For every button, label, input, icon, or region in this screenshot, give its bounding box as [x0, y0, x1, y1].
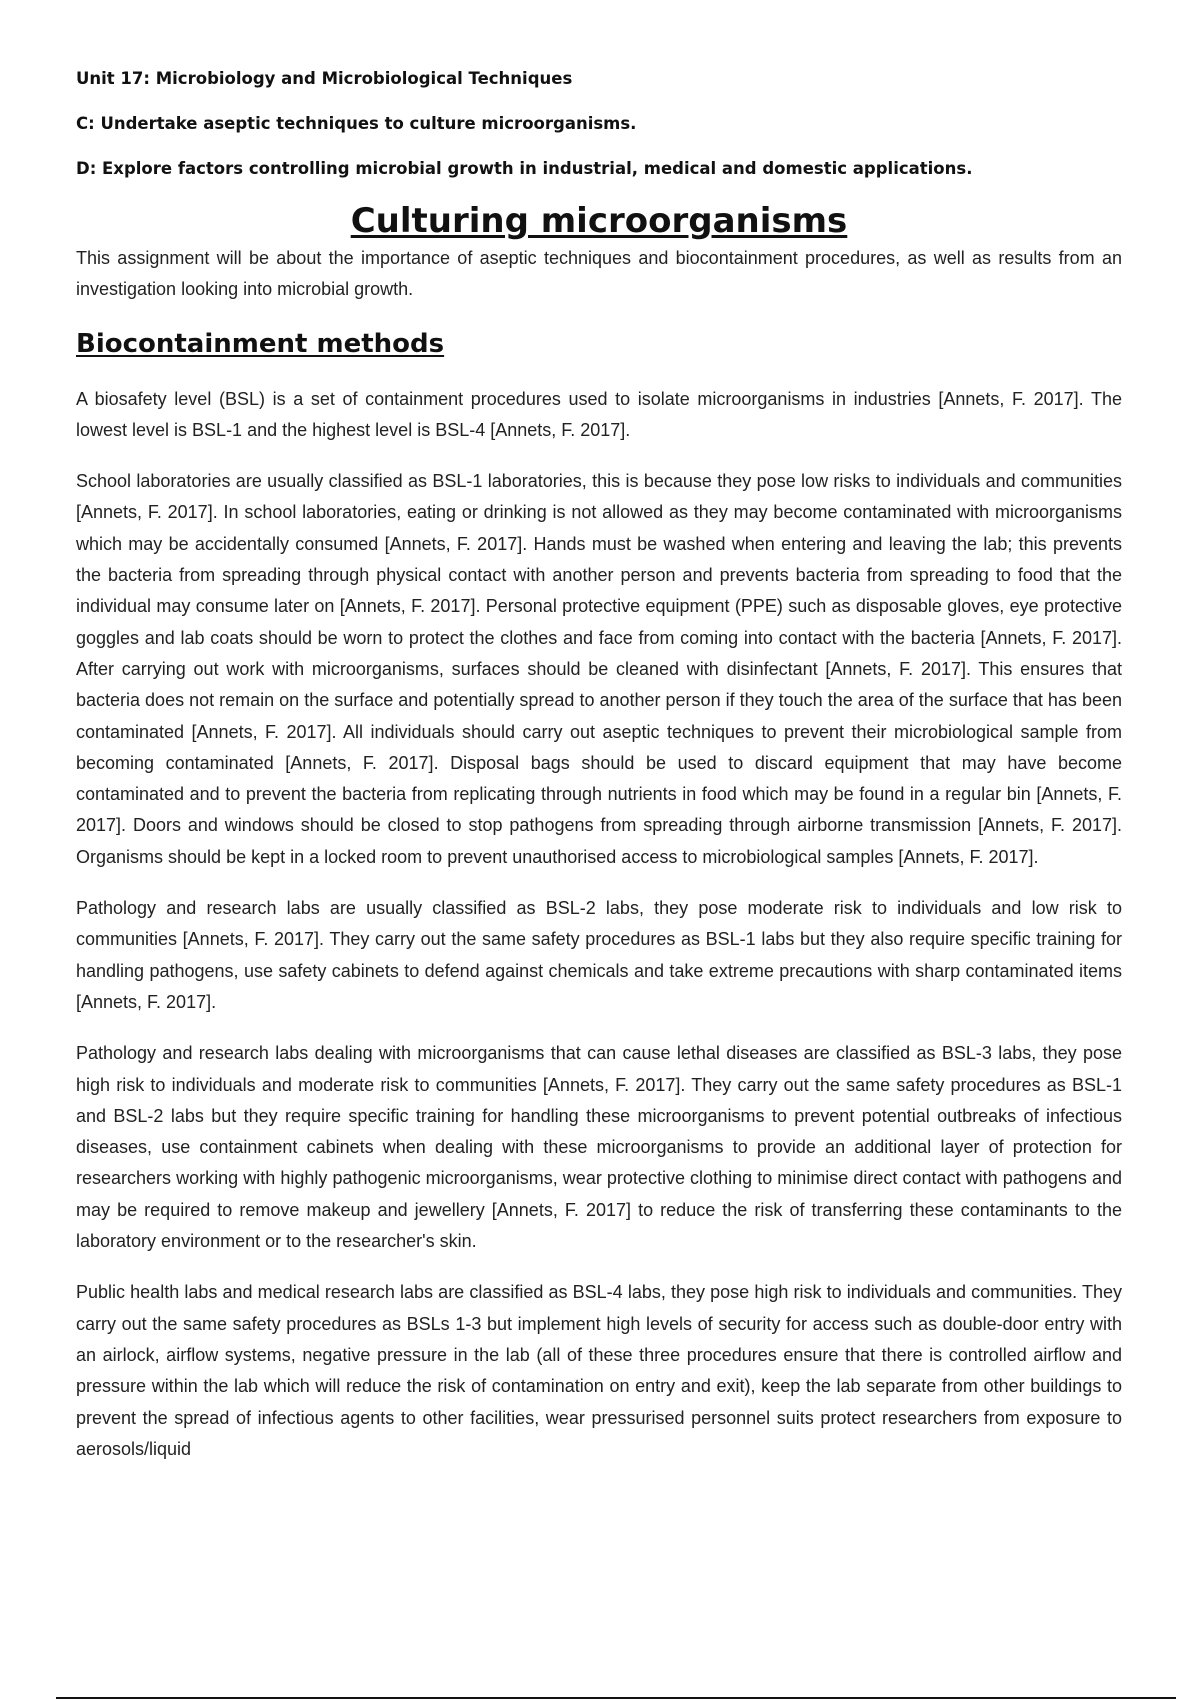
document-content: [76, 68, 1122, 1485]
paragraph-bsl-4: Public health labs and medical research labs are classified as BSL-4 labs, they pose high risk to individuals and communities. They carry out the same safety procedures as BSLs 1-3 but implement high levels of security for access such as double-door entry with an airlock, airflow systems, negative pressure in the lab (all of these three procedures ensure that there is controlled airflow and pressure within the lab which will reduce the risk of contamination on entry and exit), keep the lab separate from other buildings to prevent the spread of infectious agents to other facilities, wear pressurised personnel suits protect researchers from exposure to aerosols/liquid: [76, 1282, 1122, 1459]
paragraph-bsl-3: Pathology and research labs dealing with microorganisms that can cause lethal diseases are classified as BSL-3 labs, they pose high risk to individuals and moderate risk to communities [Annets, F. 2017]. They carry out the same safety procedures as BSL-1 and BSL-2 labs but they require specific training for handling these microorganisms to prevent potential outbreaks of infectious diseases, use containment cabinets when dealing with these microorganisms to provide an additional layer of protection for researchers working with highly pathogenic microorganisms, wear protective clothing to minimise direct contact with pathogens and may be required to remove makeup and jewellery [Annets, F. 2017] to reduce the risk of transferring these contaminants to the laboratory environment or to the researcher's skin.: [76, 1043, 1122, 1252]
criterion-c: C: Undertake aseptic techniques to culture microorganisms.: [76, 114, 637, 133]
intro-paragraph: This assignment will be about the importance of aseptic techniques and biocontainment procedures, as well as results from an investigation looking into microbial growth.: [76, 248, 1122, 300]
footer-divider: [56, 1697, 1176, 1699]
paragraph-bsl-overview: A biosafety level (BSL) is a set of containment procedures used to isolate microorganisms in industries [Annets, F. 2017]. The lowest level is BSL-1 and the highest level is BSL-4 [Annets, F. 2017].: [76, 388, 1122, 440]
unit-heading: Unit 17: Microbiology and Microbiological Techniques: [76, 69, 573, 88]
criterion-d: D: Explore factors controlling microbial growth in industrial, medical and domestic applications.: [76, 159, 973, 178]
paragraph-bsl-2: Pathology and research labs are usually classified as BSL-2 labs, they pose moderate risk to individuals and low risk to communities [Annets, F. 2017]. They carry out the same safety procedures as BSL-1 labs but they also require specific training for handling pathogens, use safety cabinets to defend against chemicals and take extreme precautions with sharp contaminated items [Annets, F. 2017].: [76, 898, 1122, 1012]
document-title: Culturing microorganisms: [350, 201, 848, 241]
paragraph-bsl-1: School laboratories are usually classified as BSL-1 laboratories, this is because they pose low risks to individuals and communities [Annets, F. 2017]. In school laboratories, eating or drinking is not allowed as they may become contaminated with microorganisms which may be accidentally consumed [Annets, F. 2017]. Hands must be washed when entering and leaving the lab; this prevents the bacteria from spreading through physical contact with another person and prevents bacteria from spreading to food that the individual may consume later on [Annets, F. 2017]. Personal protective equipment (PPE) such as disposable gloves, eye protective goggles and lab coats should be worn to protect the clothes and face from coming into contact with the bacteria [Annets, F. 2017]. After carrying out work with microorganisms, surfaces should be cleaned with disinfectant [Annets, F. 2017]. This ensures that bacteria does not remain on the surface and potentially spread to another person if they touch the area of the surface that has been contaminated [Annets, F. 2017]. All individuals should carry out aseptic techniques to prevent their microbiological sample from becoming contaminated [Annets, F. 2017]. Disposal bags should be used to discard equipment that may have become contaminated and to prevent the bacteria from replicating through nutrients in food which may be found in a regular bin [Annets, F. 2017]. Doors and windows should be closed to stop pathogens from spreading through airborne transmission [Annets, F. 2017]. Organisms should be kept in a locked room to prevent unauthorised access to microbiological samples [Annets, F. 2017].: [76, 471, 1122, 867]
section-heading: Biocontainment methods: [76, 328, 445, 359]
